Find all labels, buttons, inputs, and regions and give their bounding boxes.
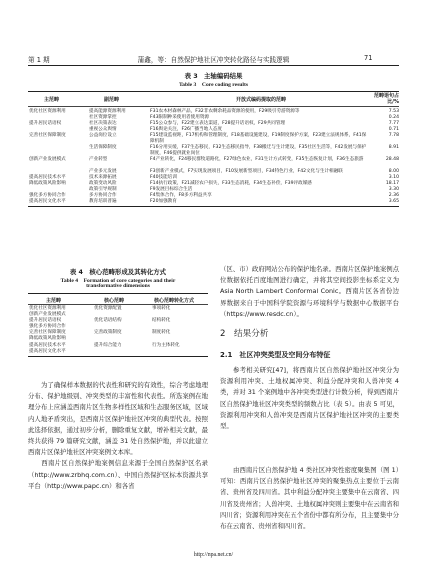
table3-cell-sub: 重视公众舆情 [89,127,117,132]
table4-cell-main: 强化多方协同合作 [29,324,66,330]
table4-cell-transform: 事项转化 [152,306,171,311]
table4-header-main: 主范畴 [46,297,62,304]
table3-cell-sub: 产业转型 [89,157,108,162]
table3-cell-open: F16分用实缓，F37生态移民，F32生态移民指导，F38搬迁与生计建设，F35社区生活等，F42发展与保护制度，F46提供就业岗位 [150,145,367,156]
table3-cell-sub: 生活保障制度 [89,145,117,150]
table4-header-transform: 核心范畴转化方式 [154,297,195,304]
table3-row [28,145,399,157]
table4-cell-transform: 制度转化 [152,330,171,336]
table3-cell-open: F9发展目标综合生活 [150,187,193,192]
table3-cell-main: 强化多方协同合作 [29,193,66,198]
table3-cell-open: F14执行政策，F21减轻农户损失，F33生态消耗，F34生态补偿，F39评政媒感 [150,181,312,186]
table3-cell-ratio: 3.65 [388,199,399,204]
table4-cell-main: 创新产业发展模式 [29,312,66,318]
table3-cell-sub: 政策变动风险 [89,181,117,186]
table4-bottom-rule [28,356,208,357]
table3-header-open: 开放式编码提取的范畴 [236,97,287,103]
table3-cell-open: F3创新产业模式，F7实现发展项目，F10发展新型项目，F34特色行业，F42文化与生计相融联 [150,169,343,174]
table4-cell-main: 优化社区资源利用 [29,306,66,311]
table4-cell-core: 提升综合能力 [94,342,122,348]
table3-cell-main: 提升居民话语权 [29,121,62,126]
table3-cell-open: F15公众参与，F22建立表达渠道，F28提升话语权，F29共同管理 [150,121,286,126]
table4-cell-transform: 结构转化 [152,318,171,324]
running-header-volume: 第 1 期 [28,56,50,64]
table3-cell-ratio: 7.53 [388,109,399,114]
running-header-title: 蒲鑫，等：自然保护地社区冲突转化路径与实践逻辑 [137,56,290,64]
table3 [28,91,399,207]
table3-cell-main: 降低政策风险影响 [29,181,66,186]
table3-cell-open: F40技能培训 [150,175,177,180]
table3-cell-open: F4集体合作，F8多方利益共享 [150,193,212,198]
table3-cell-sub: 产业多元发展 [89,169,117,174]
table3-caption-en: Table 3 Core coding results [178,82,249,88]
table3-header-ratio: 范畴语句占比/% [373,93,399,105]
section-heading: 2 结果分析 [220,329,269,339]
table4-cell-main: 降低政策风险影响 [29,336,66,342]
table3-cell-open: F20加强教育 [150,199,177,204]
table3-cell-main: 优化社区资源利用 [29,109,66,114]
table3-body [28,107,399,205]
table3-cell-ratio: 0.71 [388,127,399,132]
table4-cell-core: 完善政策制度 [94,330,122,336]
table3-header-sub: 副范畴 [104,97,120,103]
table4-row [28,349,208,355]
table4-cell-transform: 行为主体转化 [152,342,180,348]
footer-url: http://npa.net.cn/ [193,552,234,558]
table3-cell-sub: 政策引导规制 [89,187,117,192]
header-rule [28,65,399,66]
table3-bottom-rule [28,206,399,207]
table3-cell-sub: 技术来源拓展 [89,175,117,180]
table3-cell-open: F4产业转化，F24移民群牧道路化，F27绿色农业，F31生计方式转变，F35生态恢复计划，F36生态旅游 [150,157,364,162]
table3-cell-ratio: 3.10 [388,175,399,180]
table3-cell-open: F15建设监视距，F17机构和管理制度，F18基础设施建设，F19制度保护方案，F23建立法规体系，F41保障机制 [150,133,367,144]
table3-cell-ratio: 2.36 [388,193,399,198]
table3-cell-main: 创新产业发展模式 [29,157,66,162]
table3-cell-ratio: 18.17 [385,181,399,186]
right-paragraph-3: 由西南片区自然保护地 4 类社区冲突性密度聚集图（图 1）可知：西南片区自然保护地社区冲突的聚集热点主要位于云南省、贵州省及四川省。其中利益分配冲突主要集中在云南省、四川省及贵州省；人兽冲突、土地权属冲突则主要集中在云南省和四川省；资源利用冲突在五个省份中都有所分布，且主要集中分布在云南省、贵州省和四川省。 [220,466,399,531]
table3-cell-ratio: 8.91 [388,145,399,150]
table3-cell-main: 提高居民技术水平 [29,175,66,180]
table4-caption-en: Table 4 Formation of core categories and their [60,278,176,284]
table3-cell-ratio: 3.30 [388,187,399,192]
table3-cell-ratio: 7.77 [388,121,399,126]
table4-cell-core: 优化资源配置 [94,306,122,311]
table3-cell-main: 提高居民文化水平 [29,199,66,204]
table4-caption-cn: 表 4 核心范畴形成及其转化方式 [69,268,167,276]
table3-cell-sub: 多方协同合作 [89,193,117,198]
table4 [28,293,208,357]
table3-cell-open: F16舆论关注，F26广播当地人态度 [150,127,223,132]
page-number: 71 [364,54,373,62]
table4-cell-main: 完善社区保障制度 [29,330,66,336]
right-paragraph-2: 参考相关研究[47]，将西南片区自然保护地社区冲突分为资源利用冲突、土地权属冲突、利益分配冲突和人兽冲突 4 类，并对 31 个案例地中各冲突类型进行计数分析，得到西南片区自然保护地社区冲突类型的频数占比（表 5）。由表 5 可见，资源利用冲突和人兽冲突是西南片区保护地社区冲突的主要类型。 [220,366,399,431]
table3-cell-sub: 公益岗位设立 [89,133,117,138]
left-paragraph-1: 为了确保样本数据的代表性和研究的有效性，综合考虑地理分布、保护地级别、冲突类型的丰富性和代表性。所选案例在地理分布上应涵盖西南片区生物多样性区域和生态服务区域，区域内人地矛盾突出，是西南片区保护地社区冲突的典型代表。按照此选择依据，通过初步分析，删除重复文献，增补相关文献，最终共获得 79 篇研究文献，涵盖 31 处自然保护地，并以此建立西南片区保护地社区冲突案例文本库。 [28,381,208,457]
table3-cell-ratio: 28.48 [385,157,399,162]
table3-cell-sub: 教育培训普遍 [89,199,117,204]
table3-cell-ratio: 7.78 [388,133,399,138]
table3-cell-sub: 提高能源资源利用 [89,109,126,114]
table4-cell-main: 提升居民话语权 [29,318,62,324]
table3-cell-ratio: 8.00 [388,169,399,174]
table4-cell-main: 提高居民技术水平 [29,342,66,348]
table3-cell-open: F43限制种采使用者使用资源 [150,115,210,120]
table3-row [28,157,399,169]
table3-cell-open: F31农木材森林产品，F32非农剩余耗品资源的使用，F29吸引劳游资源等 [150,109,300,114]
table3-cell-sub: 社区资源掌控 [89,115,117,120]
table4-cell-main: 提高居民文化水平 [29,348,66,354]
subsection-heading: 2.1 社区冲突类型及空间分布特征 [220,351,331,359]
table4-header-row [28,294,208,304]
table4-body [28,305,208,355]
table3-cell-ratio: 0.24 [388,115,399,120]
table3-row [28,133,399,145]
table3-caption-cn: 表 3 主轴编码结果 [184,72,243,80]
table3-cell-main: 完善社区保障制度 [29,133,66,138]
table3-row [28,199,399,205]
left-body-text [28,380,208,492]
table4-caption-en-cont: transformative dimensions [86,283,150,289]
table4-cell-core: 优化话语结构 [94,318,122,324]
table3-header-row [28,92,399,106]
table3-cell-sub: 社区决策表达 [89,121,117,126]
right-paragraph-1: （区、市）政府网站公布的保护地名录。西南片区保护地案例点位数据依托百度地图进行确定，并将其空间投影坐标系定义为 Asia North Lambert Conformal Conic。西南片区各省份边界数据来自于中国科学院资源与环境科学与数据中心数据平台（https://www.resdc.cn）。 [220,265,399,318]
table3-header-main: 主范畴 [44,97,60,103]
table4-header-core: 核心范畴 [104,297,125,304]
left-paragraph-2: 西南片区自然保护地案例信息来源于全国自然保护区名录（http://www.zrbhq.com.cn）、中国自然保护区标本资源共享平台（http://www.papc.cn）和各省 [28,459,208,490]
